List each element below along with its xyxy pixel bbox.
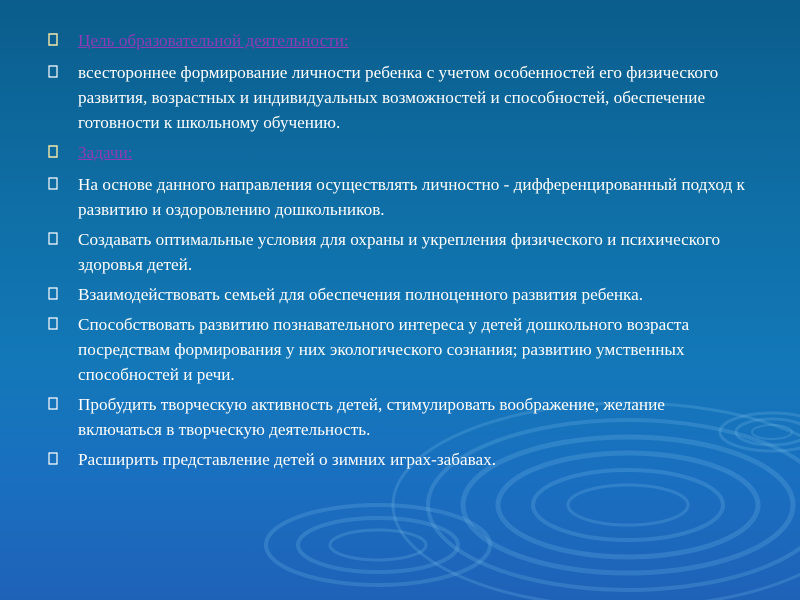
goal-text-item	[48, 60, 748, 135]
goal-heading-item	[48, 28, 748, 53]
task-item-6	[48, 447, 748, 472]
square-bullet-icon	[48, 177, 58, 190]
task-text-5: Пробудить творческую активность детей, стимулировать воображение, желание включаться в творческую деятельность.	[78, 395, 665, 439]
bullet-shape	[49, 66, 57, 77]
square-bullet-icon	[48, 232, 58, 245]
square-bullet-icon	[48, 317, 58, 330]
goal-text: всестороннее формирование личности ребенка с учетом особенностей его физического развития, возрастных и индивидуальных возможностей и способностей, обеспечение готовности к школьному обучению.	[78, 63, 719, 132]
bullet-shape	[49, 233, 57, 244]
bullet-shape	[49, 178, 57, 189]
task-item-5	[48, 392, 748, 442]
goal-heading: Цель образовательной деятельности:	[78, 31, 349, 50]
diamond-bullet-icon	[48, 33, 58, 46]
task-item-1	[48, 172, 748, 222]
bullet-list	[48, 28, 748, 477]
bullet-shape	[49, 318, 57, 329]
bullet-shape	[49, 398, 57, 409]
bullet-shape	[49, 288, 57, 299]
diamond-bullet-icon	[48, 145, 58, 158]
task-text-4: Способствовать развитию познавательного интереса у детей дошкольного возраста посредствам формирования у них экологического сознания; развитию умственных способностей и речи.	[78, 315, 690, 384]
square-bullet-icon	[48, 397, 58, 410]
tasks-heading-item	[48, 140, 748, 165]
task-item-3	[48, 282, 748, 307]
square-bullet-icon	[48, 287, 58, 300]
task-text-3: Взаимодействовать семьей для обеспечения полноценного развития ребенка.	[78, 285, 644, 304]
square-bullet-icon	[48, 65, 58, 78]
square-bullet-icon	[48, 452, 58, 465]
tasks-heading: Задачи:	[78, 143, 133, 162]
bullet-shape	[49, 146, 57, 157]
task-text-1: На основе данного направления осуществлять личностно - дифференцированный подход к развитию и оздоровлению дошкольников.	[78, 175, 745, 219]
task-item-4	[48, 312, 748, 387]
task-text-2: Создавать оптимальные условия для охраны и укрепления физического и психического здоровья детей.	[78, 230, 721, 274]
bullet-shape	[49, 34, 57, 45]
task-item-2	[48, 227, 748, 277]
task-text-6: Расширить представление детей о зимних играх-забавах.	[78, 450, 497, 469]
bullet-shape	[49, 453, 57, 464]
